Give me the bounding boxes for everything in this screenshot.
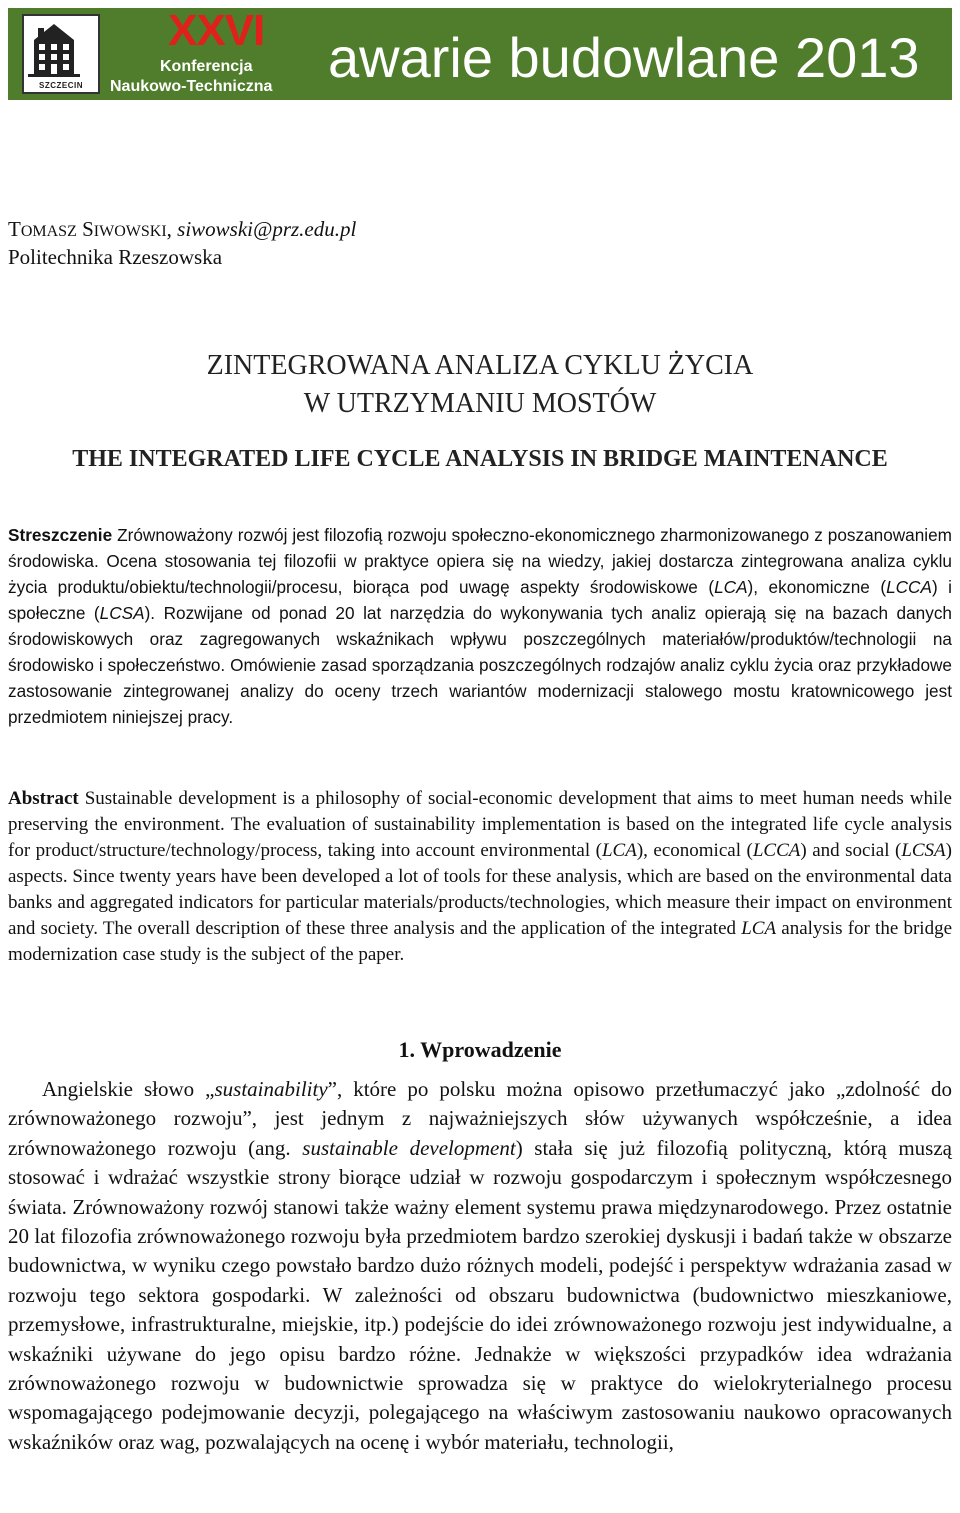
streszczenie-lca: LCA [714,577,748,597]
author-name-initial: T [8,217,21,241]
abstract-text-2: ), economical ( [636,840,753,861]
conference-banner [8,8,952,100]
intro-text-1: Angielskie słowo „ [42,1077,215,1101]
conference-logo [22,14,100,94]
author-separator: , [166,217,178,241]
intro-paragraph [8,1075,952,1457]
author-surname-rest: IWOWSKI [93,223,167,240]
intro-term-sustainable-development: sustainable development [302,1135,516,1160]
building-icon [24,16,98,82]
conference-type: Naukowo-Techniczna [110,78,273,95]
abstract-lca-2: LCA [741,918,777,939]
streszczenie-label: Streszczenie [8,525,113,545]
author-name-rest: OMASZ [20,223,77,240]
title-en: THE INTEGRATED LIFE CYCLE ANALYSIS IN BRIDGE MAINTENANCE [72,446,888,472]
logo-city-label: SZCZECIN [39,81,83,90]
streszczenie-text-4: ). Rozwijane od ponad 20 lat narzędzia do wykonywania tych analiz opierają się na bazach danych środowiskowych oraz zagregowanych wskaźnikach wpływu poszczególnych materiałów/produktów/technologii na środowisko i społeczeństwo. Omówienie zasad sporządzania poszczególnych rodzajów analiz cyklu życia oraz przykładowe zastosowanie zintegrowanej analizy do oceny trzech wariantów modernizacji stalowego mostu kratownicowego jest przedmiotem niniejszej pracy. [8,603,952,727]
streszczenie-lcsa: LCSA [99,603,145,623]
conference-name: awarie budowlane 2013 [328,26,920,89]
conference-edition: XXVI [168,6,265,55]
abstract-lcsa: LCSA [901,840,946,861]
abstract-lca: LCA [601,840,637,861]
intro-text-3: ) stała się już filozofią polityczną, którą muszą stosować i wdrażać wszystkie strony biorące udział w rozwoju gospodarczym i społecznym współczesnego świata. Zrównoważony rozwój stanowi także ważny element systemu prawa międzynarodowego. Przez ostatnie 20 lat filozofia zrównoważonego rozwoju była przedmiotem bardzo szerokiej dyskusji i badań także w obszarze budownictwa, w wyniku czego powstało bardzo dużo różnych modeli, podejść i perspektyw wdrażania zasad w rozwoju tego sektora gospodarki. W zależności od obszaru budownictwa (budownictwo mieszkaniowe, przemysłowe, infrastrukturalne, miejskie, itp.) podejście do idei zrównoważonego rozwoju jest indywidualne, a wskaźniki używane do jego opisu bardzo różne. Jednakże w większości przypadków idea wdrażania zrównoważonego rozwoju w budownictwie sprowadza się w praktyce do wielokryterialnego procesu wspomagającego podejmowanie decyzji, polegającego na właściwym zastosowaniu naukowo opracowanych wskaźników oraz wag, pozwalających na ocenę i wybór materiału, technologii, [8,1135,952,1454]
abstract-lcca: LCCA [752,840,801,861]
streszczenie-text-3: ) i społeczne ( [8,577,952,623]
title-pl-line2: W UTRZYMANIU MOSTÓW [303,388,657,419]
abstract-text-5: analysis for the bridge modernization case study is the subject of the paper. [8,918,953,965]
streszczenie-text-2: ), ekonomiczne ( [747,577,887,597]
abstract-text-3: ) and social ( [800,840,902,861]
intro-term-sustainability: sustainability [214,1077,328,1101]
abstract-text-1: Sustainable development is a philosophy of social-economic development that aims to meet human needs while preserving the environment. The evaluation of sustainability implementation is based on the integrated life cycle analysis for product/structure/technology/process, taking into account environmental ( [8,788,952,861]
author-affiliation: Politechnika Rzeszowska [8,245,223,269]
author-surname-initial: S [76,217,94,241]
abstract-text-4: ) aspects. Since twenty years have been developed a lot of tools for these analysis, which are based on the environmental data banks and aggregated indicators for particular materials/products/technologies, which measure their impact on environment and society. The overall description of these three analysis and the application of the integrated [8,840,952,939]
streszczenie-lcca: LCCA [886,577,932,597]
title-pl-line1: ZINTEGROWANA ANALIZA CYKLU ŻYCIA [206,350,754,381]
author-email[interactable]: siwowski@prz.edu.pl [177,217,357,241]
abstract-paragraph [8,786,952,968]
streszczenie-paragraph [8,522,952,730]
conference-label: Konferencja [160,58,253,75]
abstract-label: Abstract [8,788,79,809]
streszczenie-text-1: Zrównoważony rozwój jest filozofią rozwoju społeczno-ekonomicznego zharmonizowanego z poszanowaniem środowiska. Ocena stosowania tej filozofii w praktyce opiera się na wiedzy, jakiej dostarcza zintegrowana analiza cyklu życia produktu/obiektu/technologii/procesu, biorąca pod uwagę aspekty środowiskowe ( [8,525,952,597]
intro-text-2: ”, które po polsku można opisowo przetłumaczyć jako „zdolność do zrównoważonego rozwoju”, jest jednym z najważniejszych słów używanych współcześnie, a idea zrównoważonego rozwoju (ang. [8,1077,952,1160]
author-line [8,216,356,245]
section-heading: 1. Wprowadzenie [398,1037,562,1062]
